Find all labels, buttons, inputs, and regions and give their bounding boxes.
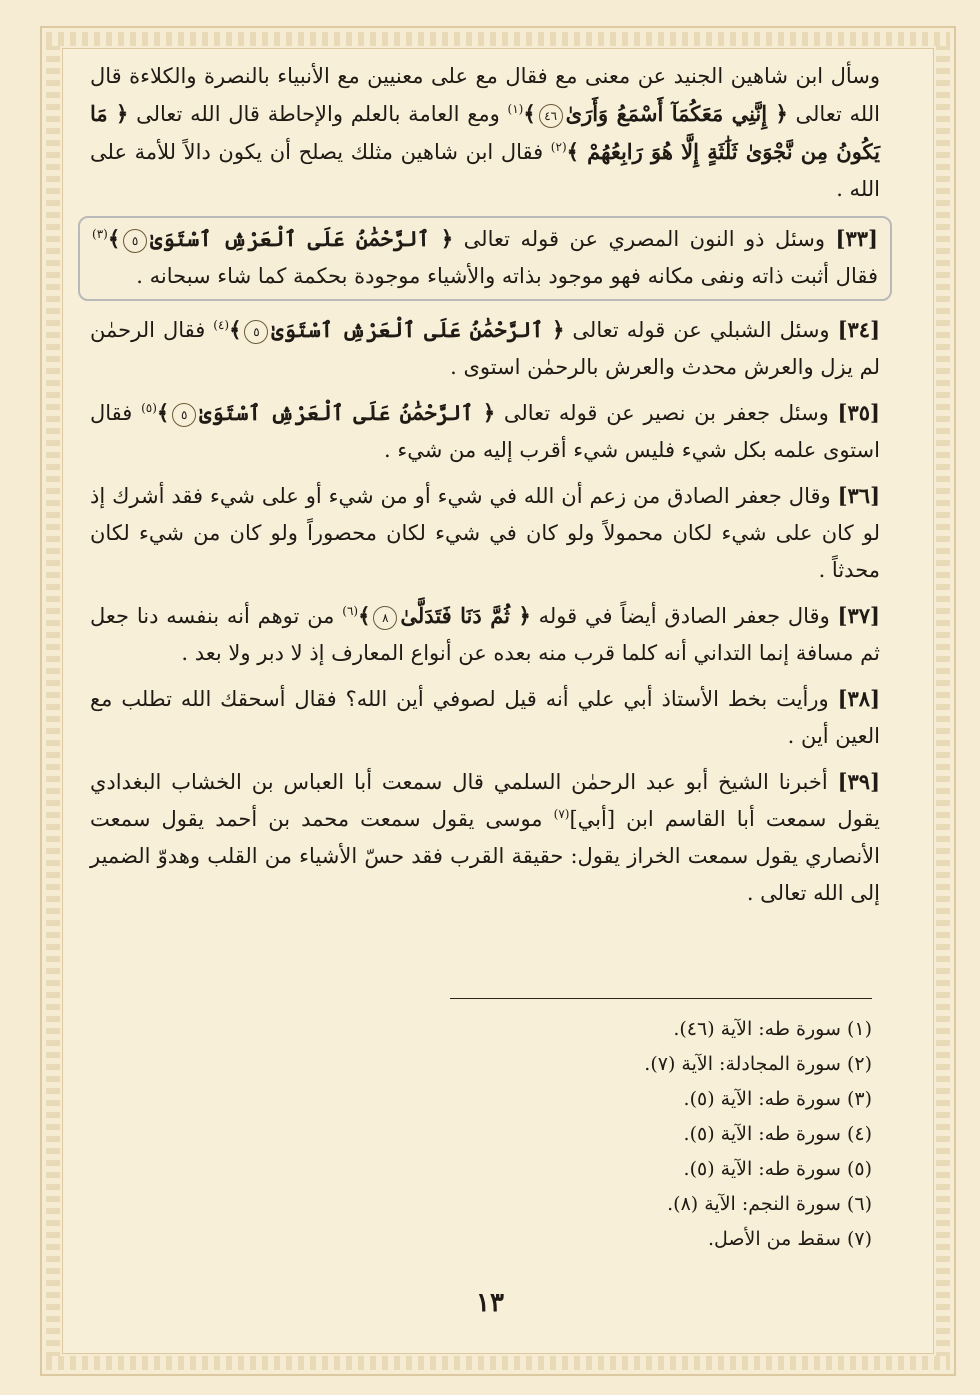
paragraph-text: ومع العامة بالعلم والإحاطة قال الله تعالى — [128, 102, 508, 126]
paragraph-text: أخبرنا الشيخ أبو عبد الرحمٰن السلمي قال سمعت أبا العباس بن الخشاب البغدادي يقول سمعت أبا القاسم ابن [أبي] — [90, 770, 880, 831]
paragraph-text: وسئل جعفر بن نصير عن قوله تعالى — [495, 401, 838, 425]
footnote-reference: (١) — [507, 102, 524, 116]
paragraph-37 — [90, 597, 880, 672]
paragraph-number: [٣٥] — [837, 400, 880, 425]
main-text — [90, 58, 880, 920]
paragraph-text: فقال أثبت ذاته ونفى مكانه فهو موجود بذاته والأشياء موجودة بحكمة كما شاء سبحانه . — [136, 264, 878, 288]
paragraph-35 — [90, 394, 880, 469]
paragraph-38 — [90, 680, 880, 755]
footnote-reference: (٢) — [550, 140, 567, 154]
footnote-reference: (٦) — [342, 604, 359, 618]
paragraph-text: فقال ابن شاهين مثلك يصلح أن يكون دالاً للأمة على الله . — [90, 140, 880, 201]
footnote-7: (٧) سقط من الأصل. — [707, 1228, 872, 1250]
paragraph-number: [٣٩] — [837, 769, 880, 794]
footnote-separator — [450, 998, 872, 999]
ayah-number-marker: ٥ — [172, 403, 196, 427]
footnotes — [460, 1012, 872, 1257]
footnote-3: (٣) سورة طه: الآية (٥). — [683, 1088, 872, 1110]
paragraph-number: [٣٨] — [837, 686, 880, 711]
quran-quote: ﴿ ٱلرَّحْمَٰنُ عَلَى ٱلْعَرْشِ ٱسْتَوَىٰ — [150, 226, 454, 251]
footnote-2: (٢) سورة المجادلة: الآية (٧). — [644, 1053, 872, 1075]
paragraph-33 — [78, 216, 892, 301]
paragraph-number: [٣٤] — [837, 317, 880, 342]
ayah-number-marker: ٥ — [244, 320, 268, 344]
page-number: ١٣ — [476, 1288, 504, 1318]
paragraph-text: من توهم أنه بنفسه دنا جعل ثم مسافة إنما التداني أنه كلما قرب منه بعده عن أنواع المعارف إذ لا دبر ولا بعد . — [90, 604, 880, 665]
paragraph-text: وسئل ذو النون المصري عن قوله تعالى — [453, 227, 836, 251]
footnote-reference: (٤) — [213, 318, 230, 332]
paragraph-text: وقال جعفر الصادق أيضاً في قوله — [530, 604, 838, 628]
paragraph-36 — [90, 477, 880, 589]
footnote-6: (٦) سورة النجم: الآية (٨). — [667, 1193, 872, 1215]
quran-quote: ﴾ — [156, 400, 170, 425]
paragraph-text: موسى يقول سمعت محمد بن أحمد يقول سمعت الأنصاري يقول سمعت الخراز يقول: حقيقة القرب فقد حسّ الأشياء من القلب وهدوّ الضمير إلى الله تعالى . — [90, 807, 880, 905]
quran-quote: ﴾ — [523, 101, 536, 126]
paragraph-number: [٣٣] — [835, 226, 878, 251]
ayah-number-marker: ٨ — [373, 606, 397, 630]
quran-quote: ﴾ — [358, 603, 371, 628]
paragraph-39 — [90, 763, 880, 912]
paragraph-text: فقال استوى علمه بكل شيء فليس شيء أقرب إليه من شيء . — [90, 401, 880, 462]
ayah-number-marker: ٥ — [123, 229, 147, 253]
paragraph-text: فقال الرحمٰن لم يزل والعرش محدث والعرش بالرحمٰن استوى . — [90, 318, 880, 379]
quran-quote: ﴾ — [107, 226, 121, 251]
quran-quote: ﴿ ٱلرَّحْمَٰنُ عَلَى ٱلْعَرْشِ ٱسْتَوَىٰ — [199, 400, 496, 425]
quran-quote: ﴿ ثُمَّ دَنَا فَتَدَلَّىٰ — [400, 603, 531, 628]
paragraph-intro — [90, 58, 880, 208]
paragraph-number: [٣٧] — [837, 603, 880, 628]
paragraph-34 — [90, 311, 880, 386]
ayah-number-marker: ٤٦ — [539, 104, 563, 128]
paragraph-text: ورأيت بخط الأستاذ أبي علي أنه قيل لصوفي أين الله؟ فقال أسحقك الله تطلب مع العين أين . — [90, 687, 880, 748]
quran-quote: ﴿ ٱلرَّحْمَٰنُ عَلَى ٱلْعَرْشِ ٱسْتَوَىٰ — [271, 317, 565, 342]
paragraph-text: وسأل ابن شاهين الجنيد عن معنى مع فقال مع على معنيين مع الأنبياء بالنصرة والكلاءة قال الله تعالى — [90, 64, 880, 126]
footnote-4: (٤) سورة طه: الآية (٥). — [683, 1123, 872, 1145]
footnote-5: (٥) سورة طه: الآية (٥). — [683, 1158, 872, 1180]
footnote-reference: (٧) — [553, 807, 570, 821]
quran-quote: ﴿ مَا يَكُونُ مِن نَّجْوَىٰ ثَلَٰثَةٍ إِلَّا هُوَ رَابِعُهُمْ ﴾ — [90, 101, 880, 164]
paragraph-text: وقال جعفر الصادق من زعم أن الله في شيء أو من شيء أو على شيء فقد أشرك إذ لو كان على شيء لكان محمولاً ولو كان في شيء لكان محصوراً ولو كان من شيء لكان محدثاً . — [90, 484, 880, 582]
quran-quote: ﴿ إِنَّنِي مَعَكُمَآ أَسْمَعُ وَأَرَىٰ — [565, 101, 788, 126]
footnote-1: (١) سورة طه: الآية (٤٦). — [673, 1018, 872, 1040]
quran-quote: ﴾ — [229, 317, 242, 342]
footnote-reference: (٥) — [141, 401, 157, 415]
footnote-reference: (٣) — [92, 227, 108, 241]
paragraph-text: وسئل الشبلي عن قوله تعالى — [564, 318, 838, 342]
paragraph-number: [٣٦] — [837, 483, 880, 508]
